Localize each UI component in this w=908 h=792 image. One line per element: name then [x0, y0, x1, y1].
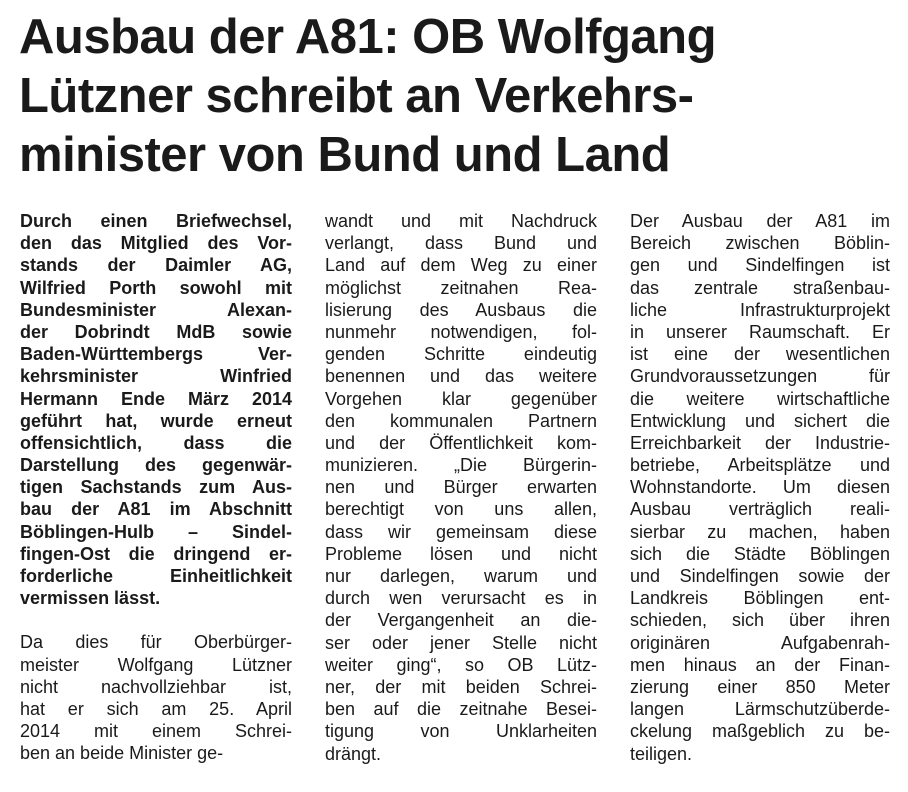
- text-line: schieden, sich über ihren: [630, 610, 890, 631]
- text-line: das zentrale straßenbau-: [630, 277, 890, 298]
- text-line: zierung einer 850 Meter: [630, 676, 890, 697]
- text-line: Vorgehen klar gegenüber: [325, 388, 597, 409]
- text-line: nunmehr notwendigen, fol-: [325, 321, 597, 342]
- text-line: 2014 mit einem Schrei-: [20, 721, 292, 742]
- text-line: in unserer Raumschaft. Er: [630, 321, 890, 342]
- text-line: benennen und das weitere: [325, 366, 597, 387]
- text-line: die weitere wirtschaftliche: [630, 388, 890, 409]
- body-paragraph: [630, 210, 890, 765]
- text-line: und der Öffentlichkeit kom-: [325, 432, 597, 453]
- text-line: Darstellung des gegenwär-: [20, 455, 292, 476]
- text-line: nicht nachvollziehbar ist,: [20, 676, 292, 697]
- text-column-2: [325, 210, 597, 765]
- text-line: ser oder jener Stelle nicht: [325, 632, 597, 653]
- headline-line: minister von Bund und Land: [19, 128, 671, 182]
- text-line: nur darlegen, warum und: [325, 566, 597, 586]
- text-line: gen und Sindelfingen ist: [630, 255, 890, 276]
- paragraph-gap: [20, 609, 292, 631]
- text-line: Durch einen Briefwechsel,: [20, 211, 292, 231]
- lead-paragraph: [20, 210, 292, 609]
- text-line: der Vergangenheit an die-: [325, 610, 597, 631]
- text-line: originären Aufgabenrah-: [630, 632, 890, 653]
- text-line: Bereich zwischen Böblin-: [630, 233, 890, 254]
- text-line: den das Mitglied des Vor-: [20, 233, 292, 254]
- text-line: sierbar zu machen, haben: [630, 521, 890, 542]
- text-line: ckelung maßgeblich zu be-: [630, 721, 890, 742]
- text-line: wandt und mit Nachdruck: [325, 211, 597, 231]
- text-line: forderliche Einheitlichkeit: [20, 566, 292, 586]
- text-line: hat er sich am 25. April: [20, 698, 292, 719]
- text-line: liche Infrastrukturprojekt: [630, 299, 890, 320]
- text-line: möglichst zeitnahen Rea-: [325, 277, 597, 298]
- text-line: meister Wolfgang Lützner: [20, 654, 292, 675]
- text-column-1: [20, 210, 292, 765]
- text-line: ben an beide Minister ge-: [20, 743, 224, 764]
- text-column-3: [630, 210, 890, 765]
- text-line: Wilfried Porth sowohl mit: [20, 277, 292, 298]
- text-line: drängt.: [325, 743, 382, 764]
- text-line: Böblingen-Hulb – Sindel-: [20, 521, 292, 542]
- text-line: kehrsminister Winfried: [20, 366, 292, 387]
- article-headline: [19, 8, 716, 185]
- text-line: genden Schritte eindeutig: [325, 344, 597, 365]
- text-line: Da dies für Oberbürger-: [20, 632, 292, 653]
- text-line: tigung von Unklarheiten: [325, 721, 597, 742]
- text-line: Wohnstandorte. Um diesen: [630, 477, 890, 498]
- text-line: ner, der mit beiden Schrei-: [325, 676, 597, 697]
- text-line: Ausbau verträglich reali-: [630, 499, 890, 520]
- text-line: men hinaus an der Finan-: [630, 654, 890, 675]
- text-line: fingen-Ost die dringend er-: [20, 543, 292, 564]
- text-line: verlangt, dass Bund und: [325, 233, 597, 254]
- text-line: Grundvoraussetzungen für: [630, 366, 890, 387]
- text-line: Bundesminister Alexan-: [20, 299, 292, 320]
- text-line: vermissen lässt.: [20, 588, 161, 609]
- text-line: Hermann Ende März 2014: [20, 388, 292, 409]
- text-line: Baden-Württembergs Ver-: [20, 344, 292, 365]
- text-line: Probleme lösen und nicht: [325, 543, 597, 564]
- text-line: Land auf dem Weg zu einer: [325, 255, 597, 276]
- text-line: munizieren. „Die Bürgerin-: [325, 455, 597, 476]
- text-line: ist eine der wesentlichen: [630, 344, 890, 365]
- text-line: ben auf die zeitnahe Besei-: [325, 699, 597, 720]
- text-line: Landkreis Böblingen ent-: [630, 588, 890, 609]
- text-line: weiter ging“, so OB Lütz-: [325, 654, 597, 675]
- text-line: stands der Daimler AG,: [20, 255, 292, 276]
- text-line: teiligen.: [630, 743, 693, 764]
- body-paragraph: [325, 210, 597, 765]
- text-line: dass wir gemeinsam diese: [325, 521, 597, 542]
- text-line: durch wen verursacht es in: [325, 588, 597, 609]
- text-line: nen und Bürger erwarten: [325, 477, 597, 498]
- headline-line: Ausbau der A81: OB Wolfgang: [19, 10, 717, 64]
- text-line: Erreichbarkeit der Industrie-: [630, 432, 890, 453]
- text-line: betriebe, Arbeitsplätze und: [630, 455, 890, 476]
- text-line: den kommunalen Partnern: [325, 410, 597, 431]
- text-line: berechtigt von uns allen,: [325, 499, 597, 520]
- headline-line: Lützner schreibt an Verkehrs-: [19, 69, 694, 123]
- text-line: Entwicklung und sichert die: [630, 410, 890, 431]
- text-line: und Sindelfingen sowie der: [630, 566, 890, 586]
- text-line: tigen Sachstands zum Aus-: [20, 477, 292, 498]
- body-paragraph: [20, 631, 292, 764]
- text-line: langen Lärmschutzüberde-: [630, 699, 890, 720]
- text-line: Der Ausbau der A81 im: [630, 211, 890, 231]
- text-line: bau der A81 im Abschnitt: [20, 499, 292, 520]
- text-line: offensichtlich, dass die: [20, 432, 292, 453]
- text-line: geführt hat, wurde erneut: [20, 410, 292, 431]
- text-line: sich die Städte Böblingen: [630, 543, 890, 564]
- text-line: lisierung des Ausbaus die: [325, 299, 597, 320]
- text-line: der Dobrindt MdB sowie: [20, 321, 292, 342]
